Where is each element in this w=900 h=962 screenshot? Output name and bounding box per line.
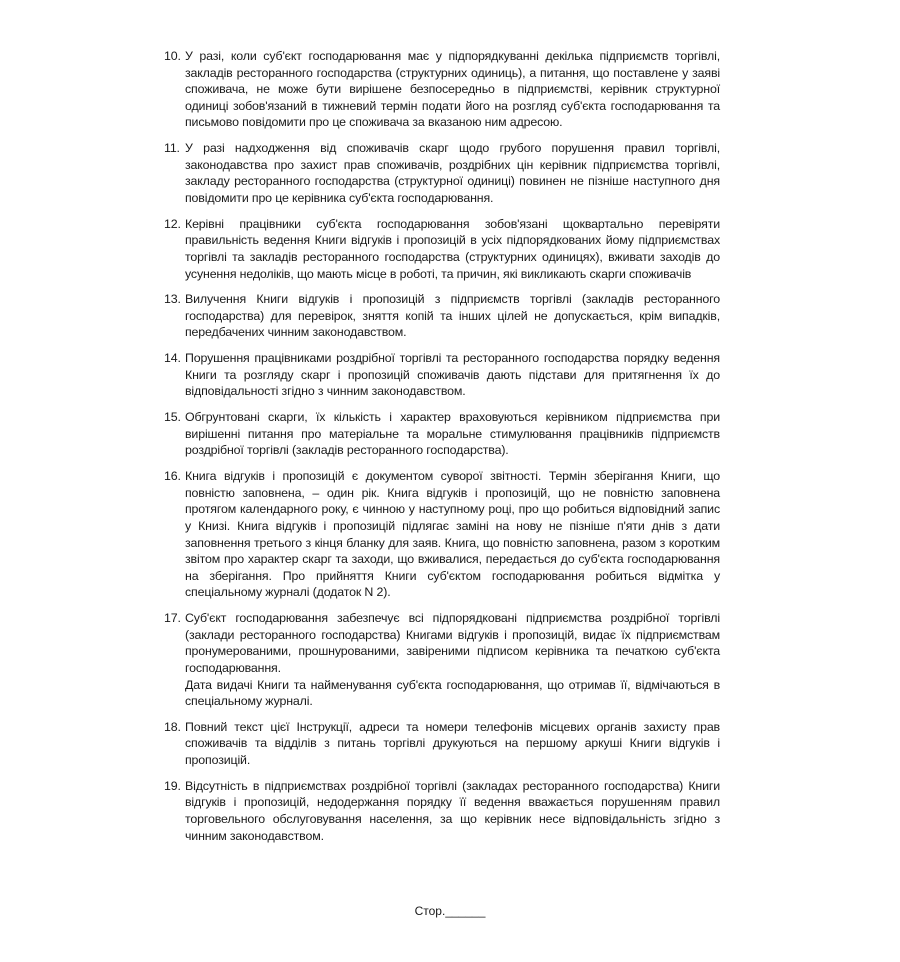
item-text: У разі, коли суб'єкт господарювання має у підпорядкуванні декілька підприємств торгівлі, закладів ресторанного господарства (структурних одиниць), а питання, що поставлене у заяві споживача, не може бути вирішене безпосередньо в підприємстві, керівник структурної одиниці зобов'язаний в тижневий термін подати його на розгляд суб'єкта господарювання та письмово повідомити про це споживача за вказаною ним адресою. (185, 49, 720, 130)
item-number: 16. (164, 469, 181, 484)
item-number: 10. (164, 49, 181, 63)
item-number: 18. (164, 719, 181, 734)
item-text: Повний текст цієї Інструкції, адреси та номери телефонів місцевих органів захисту прав споживачів та відділів з питань торгівлі друкуються на першому аркуші Книги відгуків і пропозицій. (185, 719, 720, 768)
item-number: 12. (164, 216, 181, 231)
item-number: 14. (164, 351, 181, 366)
item-text-continuation: Дата видачі Книги та найменування суб'єкта господарювання, що отримав її, відмічаються в спеціальному журналі. (185, 677, 720, 709)
item-body (185, 610, 720, 710)
list-item-10 (164, 48, 720, 131)
list-item-12 (164, 216, 720, 282)
item-text: Відсутність в підприємствах роздрібної торгівлі (закладах ресторанного господарства) Книги відгуків і пропозицій, недодержання порядку її ведення вважається порушенням правил торговельного обслуговування населення, за що керівник несе відповідальність згідно з чинним законодавством. (185, 778, 720, 843)
list-item-13 (164, 291, 720, 341)
list-item-11 (164, 140, 720, 206)
item-text: Керівні працівники суб'єкта господарювання зобов'язані щоквартально перевіряти правильність ведення Книги відгуків і пропозицій в усіх підпорядкованих йому підприємствах торгівлі та закладів ресторанного господарства (структурних одиницях), вживати заходів до усунення недоліків, що мають місце в роботі, та причин, які викликають скарги споживачів (185, 216, 720, 281)
list-item-17 (164, 610, 720, 710)
item-text: Вилучення Книги відгуків і пропозицій з підприємств торгівлі (закладів ресторанного господарства) для перевірок, зняття копій та інших цілей не допускається, крім випадків, передбачених чинним законодавством. (185, 292, 720, 340)
list-item-16 (164, 468, 720, 601)
item-number: 17. (164, 611, 181, 626)
item-text: Обгрунтовані скарги, їх кількість і характер враховуються керівником підприємства при вирішенні питання про матеріальне та моральне стимулювання працівників підприємств роздрібної торгівлі (закладів ресторанного господарства). (185, 410, 720, 458)
list-item-18 (164, 719, 720, 769)
item-number: 15. (164, 410, 181, 425)
item-text: Книга відгуків і пропозицій є документом суворої звітності. Термін зберігання Книги, що повністю заповнена, – один рік. Книга відгуків і пропозицій, що не повністю заповнена протягом календарного року, є чинною у наступному році, про що робиться відповідний запис у Книзі. Книга відгуків і пропозицій підлягає заміні на нову не пізніше п'яти днів з дати заповнення третього з кінця бланку для заяв. Книга, що повністю заповнена, разом з коротким звітом про характер скарг та заходи, що вживалися, передається до суб'єкта господарювання на зберігання. Про прийняття Книги суб'єктом господарювання робиться відмітка у спеціальному журналі (додаток N 2). (185, 469, 720, 600)
item-text: Суб'єкт господарювання забезпечує всі підпорядковані підприємства роздрібної торгівлі (заклади ресторанного господарства) Книгами відгуків і пропозицій, видає їх підприємствам пронумерованими, прошнурованими, завіреними підписом керівника та печаткою суб'єкта господарювання. (185, 611, 720, 675)
list-item-14 (164, 350, 720, 400)
list-item-15 (164, 409, 720, 459)
item-number: 13. (164, 292, 181, 307)
list-item-19 (164, 778, 720, 844)
item-text: Порушення працівниками роздрібної торгівлі та ресторанного господарства порядку ведення Книги та розгляду скарг і пропозицій споживачів дають підстави для притягнення їх до відповідальності згідно з чинним законодавством. (185, 351, 720, 399)
page-number-footer: Стор.______ (414, 904, 486, 918)
item-number: 11. (164, 141, 180, 156)
item-text: У разі надходження від споживачів скарг щодо грубого порушення правил торгівлі, законодавства про захист прав споживачів, роздрібних цін керівник підприємства торгівлі, закладу ресторанного господарства (структурної одиниці) повинен не пізніше наступного дня повідомити про це керівника суб'єкта господарювання. (185, 141, 720, 205)
instruction-items-list (164, 48, 720, 853)
item-number: 19. (164, 778, 181, 793)
